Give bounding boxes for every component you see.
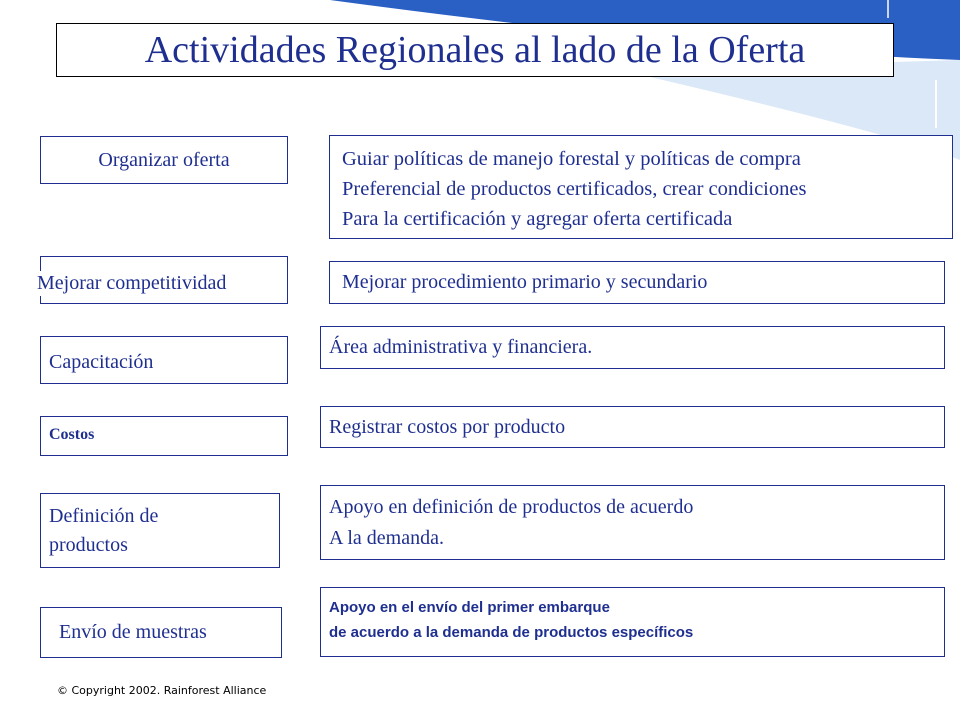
desc-line: Mejorar procedimiento primario y secundario xyxy=(342,271,708,293)
label-text: productos xyxy=(49,534,128,556)
label-text: Costos xyxy=(49,426,95,443)
desc-line: Para la certificación y agregar oferta certificada xyxy=(342,208,733,230)
desc-box-definicion-de-productos xyxy=(320,485,945,560)
desc-line: Guiar políticas de manejo forestal y políticas de compra xyxy=(342,148,801,170)
desc-line: Apoyo en el envío del primer embarque xyxy=(329,599,610,616)
label-text: Mejorar competitividad xyxy=(37,272,227,294)
desc-line: Preferencial de productos certificados, crear condiciones xyxy=(342,178,807,200)
desc-box-capacitacion xyxy=(320,326,945,369)
desc-box-organizar-oferta xyxy=(329,135,953,239)
desc-line: Registrar costos por producto xyxy=(329,415,566,438)
label-box-costos xyxy=(40,416,288,456)
desc-line: de acuerdo a la demanda de productos específicos xyxy=(329,624,694,641)
page-title: Actividades Regionales al lado de la Oferta xyxy=(144,29,806,71)
desc-line: A la demanda. xyxy=(329,527,444,549)
desc-box-mejorar-competitividad xyxy=(329,261,945,304)
label-text: Definición de xyxy=(49,505,159,527)
desc-line: Área administrativa y financiera. xyxy=(329,336,593,358)
desc-box-envio-de-muestras xyxy=(320,587,945,657)
label-text: Organizar oferta xyxy=(98,148,230,171)
copyright-notice: © Copyright 2002. Rainforest Alliance xyxy=(57,684,267,697)
label-box-definicion-de-productos xyxy=(40,493,280,568)
label-box-envio-de-muestras xyxy=(40,607,282,658)
label-box-organizar-oferta xyxy=(40,136,288,184)
label-text: Capacitación xyxy=(49,351,154,373)
desc-line: Apoyo en definición de productos de acuerdo xyxy=(329,496,694,518)
title-box xyxy=(56,23,894,77)
label-box-mejorar-competitividad xyxy=(37,256,288,304)
label-box-capacitacion xyxy=(40,336,288,384)
desc-box-costos xyxy=(320,406,945,448)
label-text: Envío de muestras xyxy=(59,621,207,643)
